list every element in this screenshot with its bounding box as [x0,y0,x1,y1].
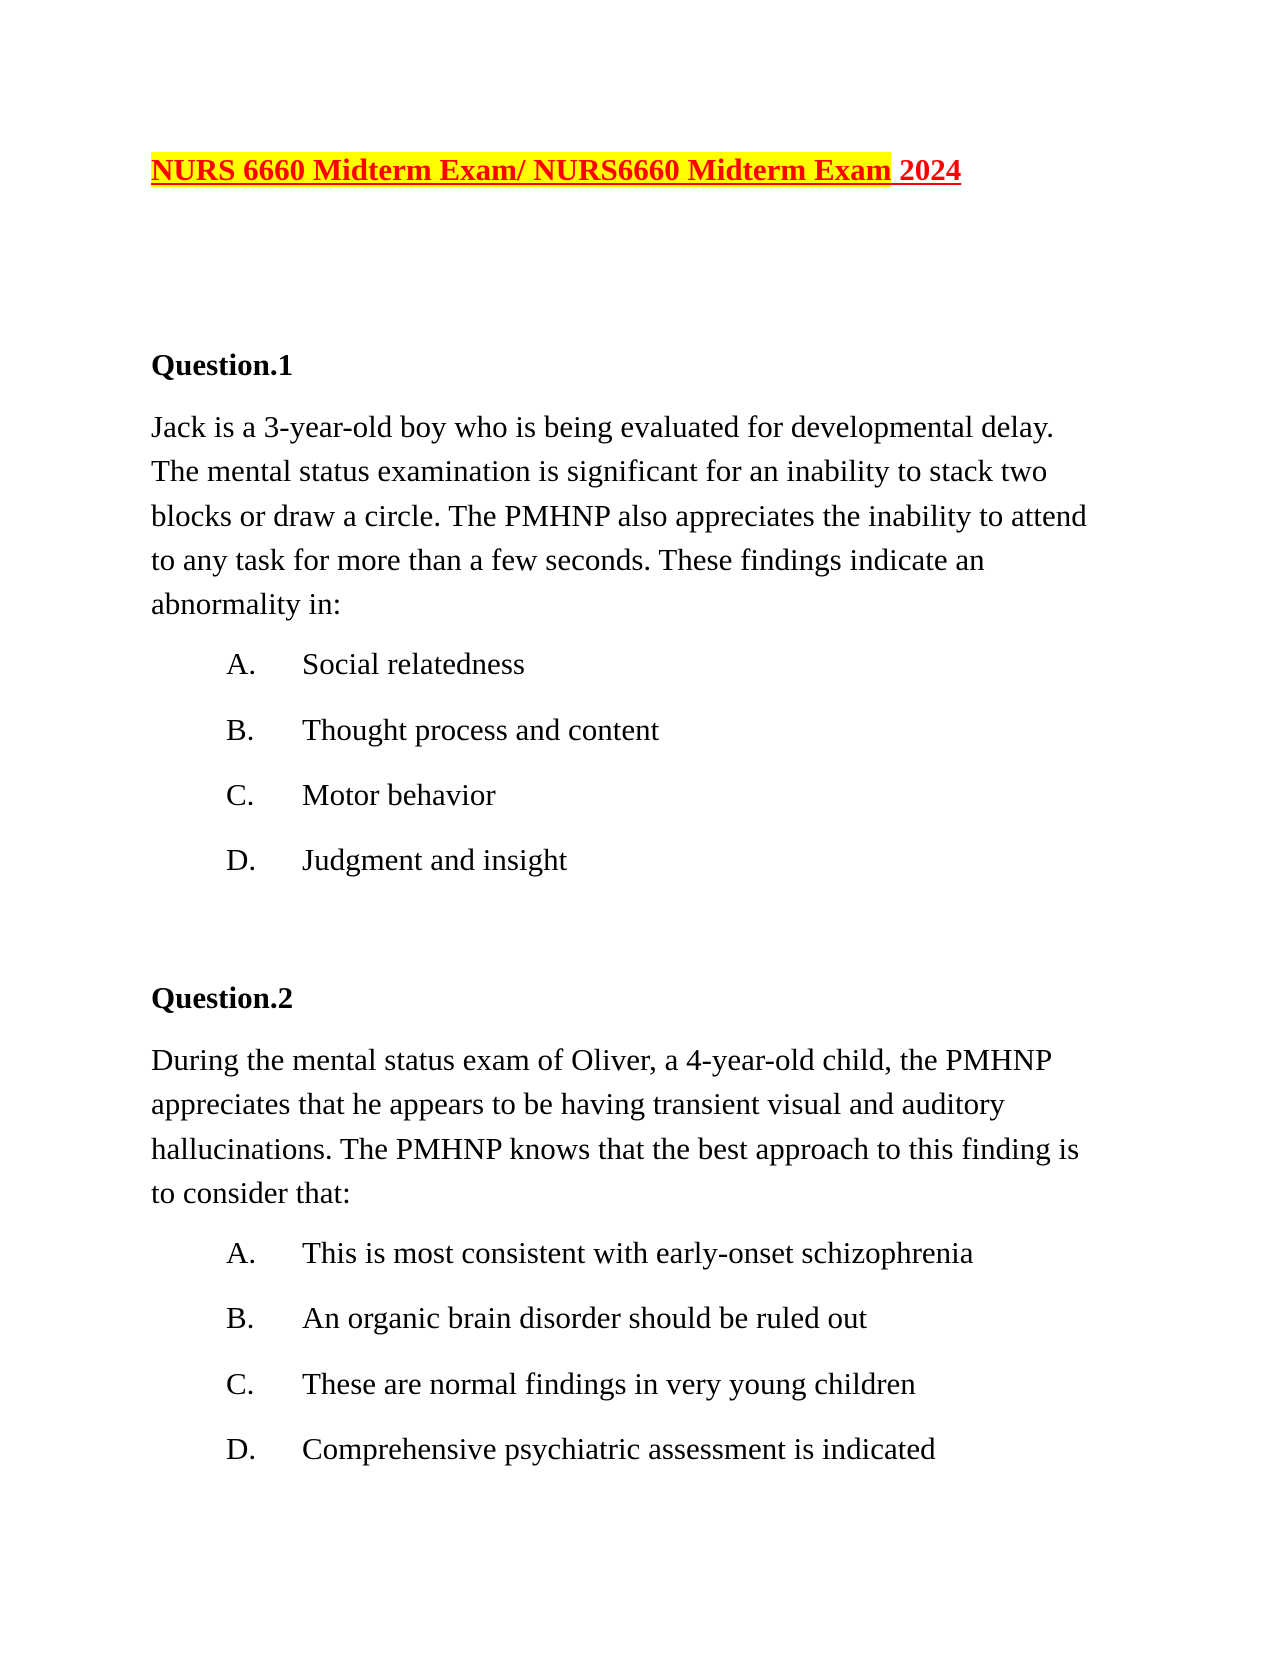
answer-options [151,1231,1111,1492]
question-1 [151,345,1111,904]
option-text: Social relatedness [302,646,525,682]
option-letter: C. [226,1365,255,1401]
question-stem: Jack is a 3-year-old boy who is being evaluated for developmental delay. The mental status examination is significant for an inability to stack two blocks or draw a circle. The PMHNP also appreciates the inability to attend to any task for more than a few seconds. These findings indicate an abnormality in: [151,409,1087,622]
option-text: Judgment and insight [302,842,568,878]
option-text: This is most consistent with early-onset schizophrenia [302,1235,974,1271]
answer-option-b [151,1296,1111,1361]
answer-option-c [151,1362,1111,1427]
option-text: Thought process and content [302,711,660,747]
question-heading: Question.1 [151,347,294,382]
answer-option-d [151,1427,1111,1492]
option-letter: D. [226,842,257,878]
option-text: Comprehensive psychiatric assessment is indicated [302,1431,936,1467]
option-letter: B. [226,1300,255,1336]
option-letter: D. [226,1431,257,1467]
document-title-year: 2024 [899,152,962,187]
document-title-highlighted: NURS 6660 Midterm Exam/ NURS6660 Midterm Exam [151,152,892,187]
answer-option-c [151,773,1111,838]
question-stem: During the mental status exam of Oliver, a 4-year-old child, the PMHNP appreciates that he appears to be having transient visual and auditory hallucinations. The PMHNP knows that the best approach to this finding is to consider that: [151,1042,1080,1210]
answer-option-d [151,838,1111,903]
option-text: An organic brain disorder should be ruled out [302,1300,868,1336]
option-text: These are normal findings in very young children [302,1365,916,1401]
option-letter: B. [226,711,255,747]
option-letter: C. [226,777,255,813]
option-letter: A. [226,1235,257,1271]
answer-option-a [151,1231,1111,1296]
document-title [151,150,961,190]
question-heading: Question.2 [151,980,294,1015]
answer-options [151,642,1111,903]
question-2 [151,978,1111,1492]
option-letter: A. [226,646,257,682]
answer-option-a [151,642,1111,707]
option-text: Motor behavior [302,777,496,813]
answer-option-b [151,708,1111,773]
